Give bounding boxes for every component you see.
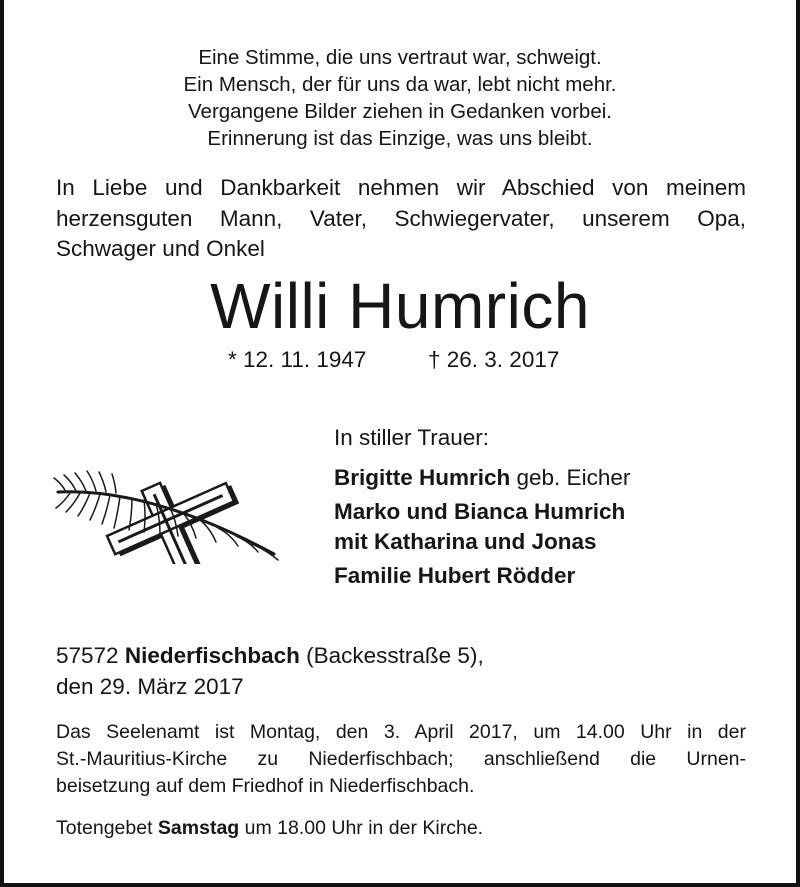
mourner-maiden-name: geb. Eicher — [510, 465, 631, 490]
notice-line: beisetzung auf dem Friedhof in Niederfischbach. — [56, 775, 475, 797]
postal-code: 57572 — [56, 643, 125, 668]
mourner-entry — [334, 463, 754, 493]
poem-line: Erinnerung ist das Einzige, was uns bleibt. — [207, 127, 593, 150]
intro-text — [56, 173, 746, 265]
birth-date: * 12. 11. 1947 — [228, 347, 367, 372]
town-name: Niederfischbach — [124, 643, 300, 668]
prayer-notice — [56, 815, 483, 842]
poem-line: Eine Stimme, die uns vertraut war, schweigt. — [198, 46, 602, 69]
prayer-text: um 18.00 Uhr in der Kirche. — [239, 817, 484, 839]
prayer-text: Totengebet — [56, 817, 158, 839]
poem-line: Vergangene Bilder ziehen in Gedanken vorbei. — [188, 100, 612, 123]
mourner-entry: mit Katharina und Jonas — [334, 529, 597, 554]
notice-line: St.-Mauritius-Kirche zu Niederfischbach; anschließend die Urnen- — [56, 748, 746, 770]
prayer-day: Samstag — [157, 817, 240, 839]
cross-with-palm-branch-icon — [52, 458, 282, 564]
deceased-name: Willi Humrich — [210, 270, 590, 342]
address-block — [56, 641, 484, 702]
place-date: den 29. März 2017 — [56, 673, 244, 699]
mourners-heading: In stiller Trauer: — [334, 425, 490, 450]
street: (Backesstraße 5), — [299, 643, 484, 668]
intro-line: herzensguten Mann, Vater, Schwiegervater, unserem Opa, — [56, 205, 746, 231]
poem — [0, 44, 800, 152]
mourners-block — [334, 423, 754, 591]
mourner-name: Brigitte Humrich — [334, 465, 511, 490]
death-date: † 26. 3. 2017 — [428, 347, 560, 372]
notice-line: Das Seelenamt ist Montag, den 3. April 2017, um 14.00 Uhr in der — [56, 721, 746, 743]
mourner-entry: Marko und Bianca Humrich — [334, 499, 626, 524]
funeral-notice — [56, 719, 746, 800]
address-line — [56, 641, 484, 672]
intro-line: Schwager und Onkel — [56, 236, 265, 261]
poem-line: Ein Mensch, der für uns da war, lebt nicht mehr. — [183, 73, 617, 96]
mourner-entry: Familie Hubert Rödder — [334, 563, 576, 588]
intro-line: In Liebe und Dankbarkeit nehmen wir Abschied von meinem — [56, 175, 746, 200]
